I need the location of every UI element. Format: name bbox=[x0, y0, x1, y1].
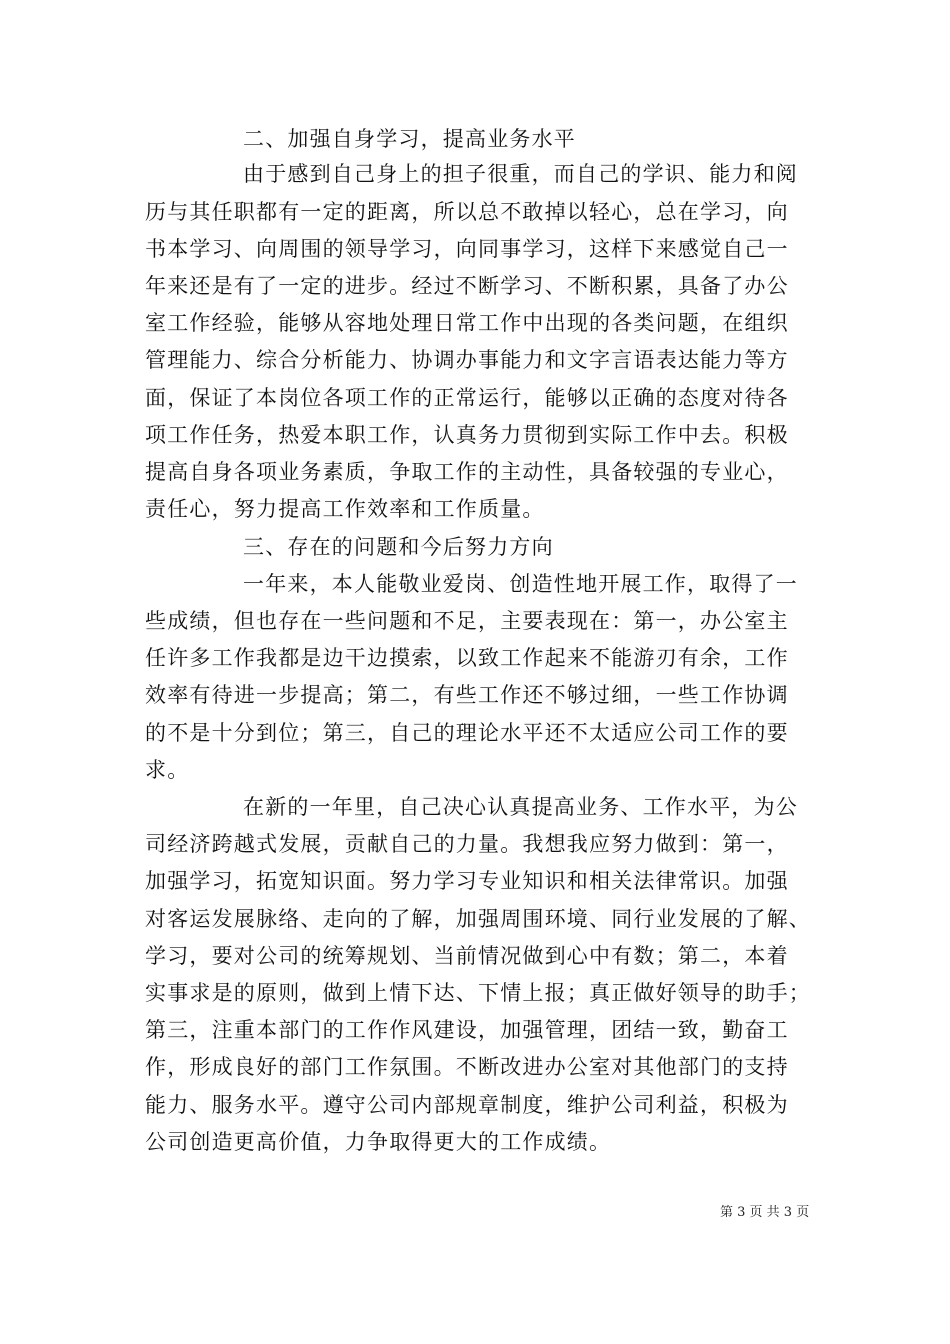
paragraph-line: 提高自身各项业务素质，争取工作的主动性，具备较强的专业心， bbox=[145, 460, 789, 484]
paragraph-line: 历与其任职都有一定的距离，所以总不敢掉以轻心，总在学习，向 bbox=[145, 200, 789, 224]
paragraph-line: 任许多工作我都是边干边摸索，以致工作起来不能游刃有余，工作 bbox=[145, 646, 789, 670]
paragraph-line: 室工作经验，能够从容地处理日常工作中出现的各类问题，在组织 bbox=[145, 311, 789, 335]
paragraph-line: 第三，注重本部门的工作作风建设，加强管理，团结一致，勤奋工 bbox=[145, 1018, 789, 1042]
paragraph-line: 效率有待进一步提高；第二，有些工作还不够过细，一些工作协调 bbox=[145, 683, 789, 707]
paragraph-line: 一年来，本人能敬业爱岗、创造性地开展工作，取得了一 bbox=[243, 572, 798, 596]
paragraph-line: 的不是十分到位；第三，自己的理论水平还不太适应公司工作的要 bbox=[145, 721, 789, 745]
paragraph-line: 公司创造更高价值，力争取得更大的工作成绩。 bbox=[145, 1130, 612, 1154]
paragraph-line: 司经济跨越式发展，贡献自己的力量。我想我应努力做到：第一， bbox=[145, 832, 789, 856]
section-heading: 三、存在的问题和今后努力方向 bbox=[243, 535, 554, 559]
paragraph-line: 管理能力、综合分析能力、协调办事能力和文字言语表达能力等方 bbox=[145, 348, 789, 372]
paragraph-line: 书本学习、向周围的领导学习，向同事学习，这样下来感觉自己一 bbox=[145, 237, 789, 261]
paragraph-line: 求。 bbox=[145, 758, 190, 782]
page-number: 第 3 页 共 3 页 bbox=[720, 1205, 810, 1220]
paragraph-line: 由于感到自己身上的担子很重，而自己的学识、能力和阅 bbox=[243, 162, 798, 186]
section-heading: 二、加强自身学习，提高业务水平 bbox=[243, 127, 576, 151]
paragraph-line: 作，形成良好的部门工作氛围。不断改进办公室对其他部门的支持 bbox=[145, 1055, 789, 1079]
paragraph-line: 对客运发展脉络、走向的了解，加强周围环境、同行业发展的了解、 bbox=[145, 907, 811, 931]
paragraph-line: 在新的一年里，自己决心认真提高业务、工作水平，为公 bbox=[243, 795, 798, 819]
paragraph-line: 年来还是有了一定的进步。经过不断学习、不断积累，具备了办公 bbox=[145, 274, 789, 298]
paragraph-line: 加强学习，拓宽知识面。努力学习专业知识和相关法律常识。加强 bbox=[145, 869, 789, 893]
paragraph-line: 面，保证了本岗位各项工作的正常运行，能够以正确的态度对待各 bbox=[145, 386, 789, 410]
paragraph-line: 实事求是的原则，做到上情下达、下情上报；真正做好领导的助手； bbox=[145, 981, 811, 1005]
paragraph-line: 项工作任务，热爱本职工作，认真务力贯彻到实际工作中去。积极 bbox=[145, 423, 789, 447]
paragraph-line: 学习，要对公司的统筹规划、当前情况做到心中有数；第二，本着 bbox=[145, 944, 789, 968]
paragraph-line: 些成绩，但也存在一些问题和不足，主要表现在：第一，办公室主 bbox=[145, 609, 789, 633]
paragraph-line: 责任心，努力提高工作效率和工作质量。 bbox=[145, 497, 545, 521]
paragraph-line: 能力、服务水平。遵守公司内部规章制度，维护公司利益，积极为 bbox=[145, 1093, 789, 1117]
